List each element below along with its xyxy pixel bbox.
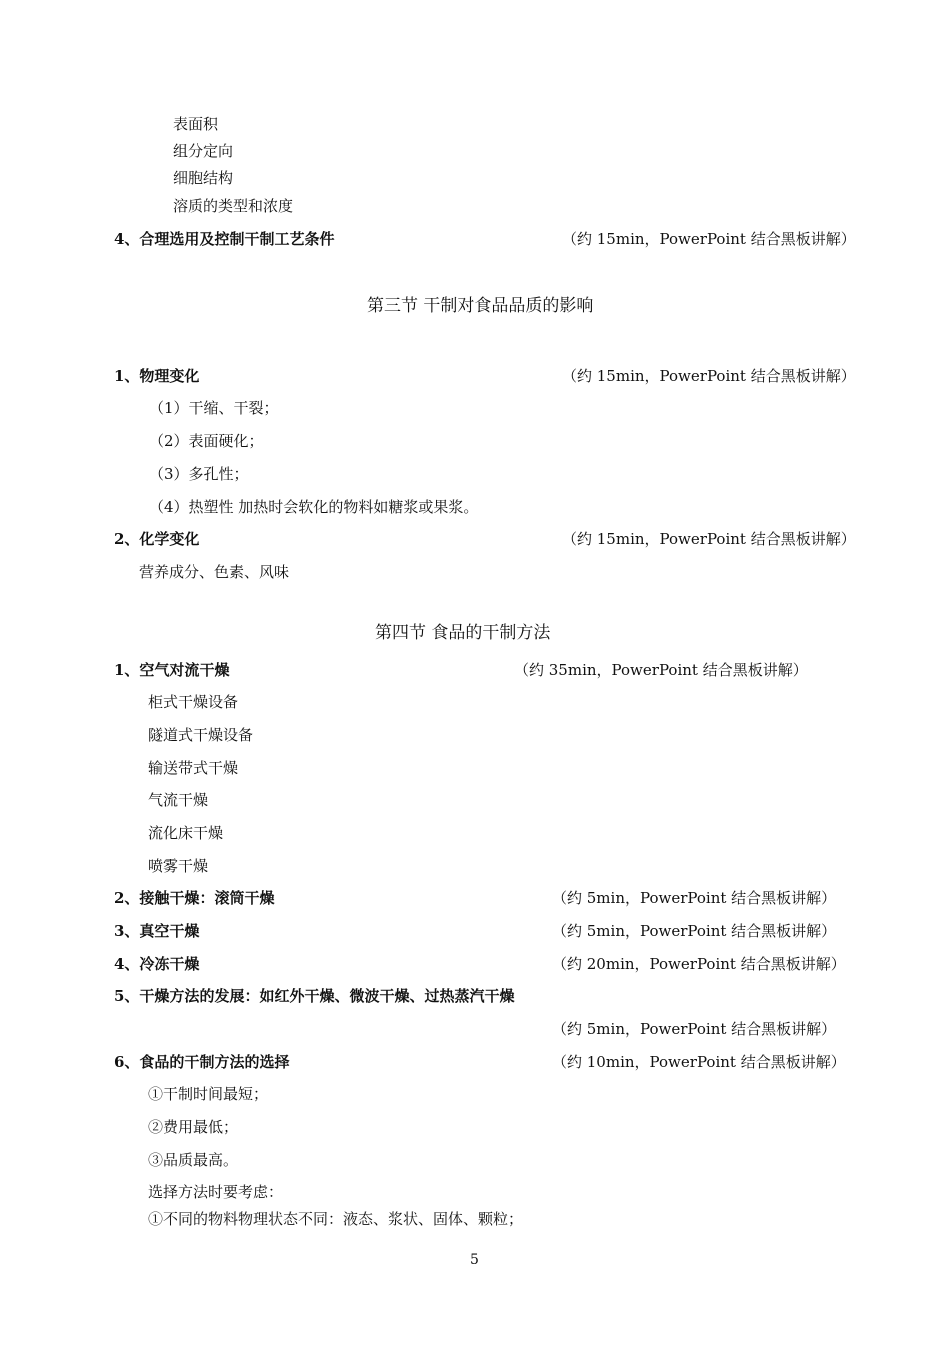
list-item: 细胞结构 bbox=[173, 169, 234, 187]
list-item: 隧道式干燥设备 bbox=[148, 726, 254, 744]
list-item: （4）热塑性 加热时会软化的物料如糖浆或果浆。 bbox=[149, 498, 479, 516]
time-note: （约 5min，PowerPoint 结合黑板讲解） bbox=[552, 889, 837, 907]
list-item: （2）表面硬化； bbox=[149, 432, 264, 450]
list-item: 输送带式干燥 bbox=[148, 759, 239, 777]
list-item: 表面积 bbox=[173, 115, 219, 133]
list-item: 喷雾干燥 bbox=[148, 857, 209, 875]
list-item: （1）干缩、干裂； bbox=[149, 399, 279, 417]
item-heading: 4、冷冻干燥 bbox=[114, 955, 200, 973]
list-item: 流化床干燥 bbox=[148, 824, 224, 842]
time-note: （约 5min，PowerPoint 结合黑板讲解） bbox=[552, 922, 837, 940]
list-item: ②费用最低； bbox=[148, 1118, 239, 1136]
item-heading: 1、物理变化 bbox=[114, 367, 200, 385]
time-note: （约 20min，PowerPoint 结合黑板讲解） bbox=[552, 955, 846, 973]
item-heading: 2、接触干燥：滚筒干燥 bbox=[114, 889, 275, 907]
item-heading: 5、干燥方法的发展：如红外干燥、微波干燥、过热蒸汽干燥 bbox=[114, 987, 515, 1005]
paragraph-text: 营养成分、色素、风味 bbox=[139, 563, 290, 581]
list-item: 气流干燥 bbox=[148, 791, 209, 809]
time-note: （约 15min，PowerPoint 结合黑板讲解） bbox=[562, 230, 856, 248]
list-item: ③品质最高。 bbox=[148, 1151, 239, 1169]
item-heading: 1、空气对流干燥 bbox=[114, 661, 230, 679]
list-item: 柜式干燥设备 bbox=[148, 693, 239, 711]
item-heading: 4、合理选用及控制干制工艺条件 bbox=[114, 230, 335, 248]
section-title: 第四节 食品的干制方法 bbox=[375, 623, 551, 643]
time-note: （约 15min，PowerPoint 结合黑板讲解） bbox=[562, 367, 856, 385]
list-item: 选择方法时要考虑： bbox=[148, 1183, 284, 1201]
item-heading: 3、真空干燥 bbox=[114, 922, 200, 940]
page-number: 5 bbox=[470, 1252, 479, 1268]
list-item: （3）多孔性； bbox=[149, 465, 249, 483]
list-item: 溶质的类型和浓度 bbox=[173, 197, 294, 215]
time-note: （约 35min，PowerPoint 结合黑板讲解） bbox=[514, 661, 808, 679]
item-heading: 2、化学变化 bbox=[114, 530, 200, 548]
time-note: （约 10min，PowerPoint 结合黑板讲解） bbox=[552, 1053, 846, 1071]
section-title: 第三节 干制对食品品质的影响 bbox=[367, 296, 594, 316]
list-item: ①干制时间最短； bbox=[148, 1085, 269, 1103]
item-heading: 6、食品的干制方法的选择 bbox=[114, 1053, 290, 1071]
time-note: （约 5min，PowerPoint 结合黑板讲解） bbox=[552, 1020, 837, 1038]
list-item: ①不同的物料物理状态不同：液态、浆状、固体、颗粒； bbox=[148, 1210, 524, 1228]
list-item: 组分定向 bbox=[173, 142, 234, 160]
time-note: （约 15min，PowerPoint 结合黑板讲解） bbox=[562, 530, 856, 548]
